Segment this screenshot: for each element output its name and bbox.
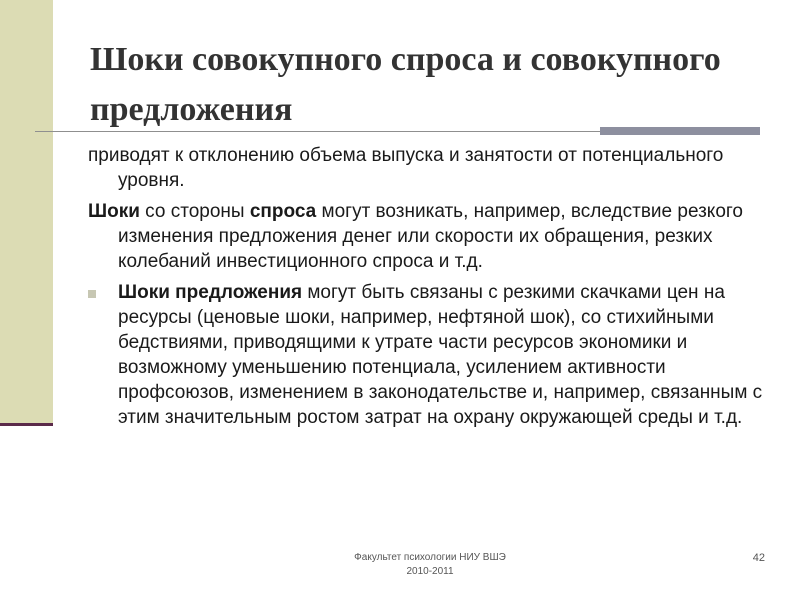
bullet-square-icon [88, 290, 96, 298]
slide-body [88, 143, 778, 430]
slide-title: Шоки совокупного спроса и совокупного предложения [90, 41, 721, 128]
bullet-text: могут быть связаны с резкими скачками цен на ресурсы (ценовые шоки, например, нефтяной шок), со стихийными бедствиями, приводящими к утрате части ресурсов экономики и возможному уменьшению потенциала, усилением активности профсоюзов, изменением в законодательстве и, например, связанным с этим значительным ростом затрат на охрану окружающей среды и т.д. [118, 282, 763, 428]
sidebar-accent-line [0, 423, 53, 426]
footer-faculty: Факультет психологии НИУ ВШЭ [354, 552, 506, 563]
bullet-item-supply-shocks [88, 280, 778, 430]
paragraph-demand-shocks [88, 199, 778, 274]
title-divider-accent [600, 127, 760, 135]
footer-years: 2010-2011 [406, 566, 454, 577]
bold-term-demand: спроса [249, 201, 317, 222]
paragraph-deviation: приводят к отклонению объема выпуска и занятости от потенциального уровня. [88, 145, 724, 191]
page-number: 42 [752, 552, 765, 564]
slide-footer [330, 551, 530, 579]
paragraph-text: могут возникать, например, вследствие резкого изменения предложения денег или скорости их обращения, резких колебаний инвестиционного спроса и т.д. [118, 201, 743, 272]
bold-term-shocks: Шоки [88, 201, 140, 222]
bold-term-supply-shocks: Шоки предложения [118, 282, 303, 303]
sidebar-decoration [0, 0, 53, 426]
paragraph-text: со стороны [139, 201, 250, 222]
